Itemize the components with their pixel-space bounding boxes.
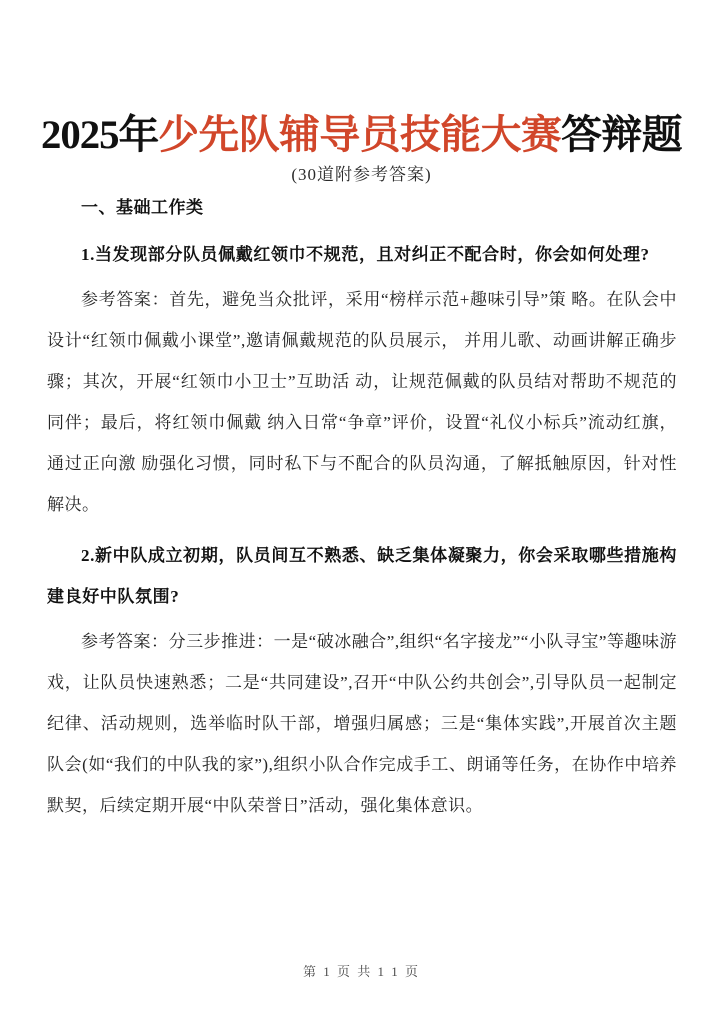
title-segment-suffix: 答辩题 [561,110,683,158]
page-title [0,110,723,158]
title-segment-highlight: 少先队辅导员技能大赛 [158,110,562,158]
title-segment-year: 2025年 [40,111,159,157]
qa-item-2 [47,535,677,826]
page-footer: 第 1 页 共 1 1 页 [302,964,420,979]
answer-text: 参考答案：首先，避免当众批评，采用“榜样示范+趣味引导”策 略。在队会中设计“红领巾佩戴小课堂”,邀请佩戴规范的队员展示， 并用儿歌、动画讲解正确步骤；其次，开展“红领巾小卫士”互助活 动，让规范佩戴的队员结对帮助不规范的同伴；最后，将红领巾佩戴 纳入日常“争章”评价，设置“礼仪小标兵”流动红旗，通过正向激 励强化习惯，同时私下与不配合的队员沟通，了解抵触原因，针对性 解决。 [47,289,677,514]
qa-item-1 [47,234,677,525]
document-subtitle: (30道附参考答案) [291,165,432,184]
question-text: 1.当发现部分队员佩戴红领巾不规范，且对纠正不配合时，你会如何处理? [81,244,650,264]
document-body [47,196,677,826]
answer-text: 参考答案：分三步推进：一是“破冰融合”,组织“名字接龙”“小队寻宝”等趣味游戏，让队员快速熟悉；二是“共同建设”,召开“中队公约共创会”,引导队员一起制定纪律、活动规则，选举临时队干部，增强归属感；三是“集体实践”,开展首次主题队会(如“我们的中队我的家”),组织小队合作完成手工、朗诵等任务，在协作中培养默契，后续定期开展“中队荣誉日”活动，强化集体意识。 [47,631,677,815]
question-text: 2.新中队成立初期，队员间互不熟悉、缺乏集体凝聚力，你会采取哪些措施构建良好中队氛围? [47,545,677,606]
section-basic-work [47,196,677,826]
section-heading: 一、基础工作类 [81,198,204,217]
